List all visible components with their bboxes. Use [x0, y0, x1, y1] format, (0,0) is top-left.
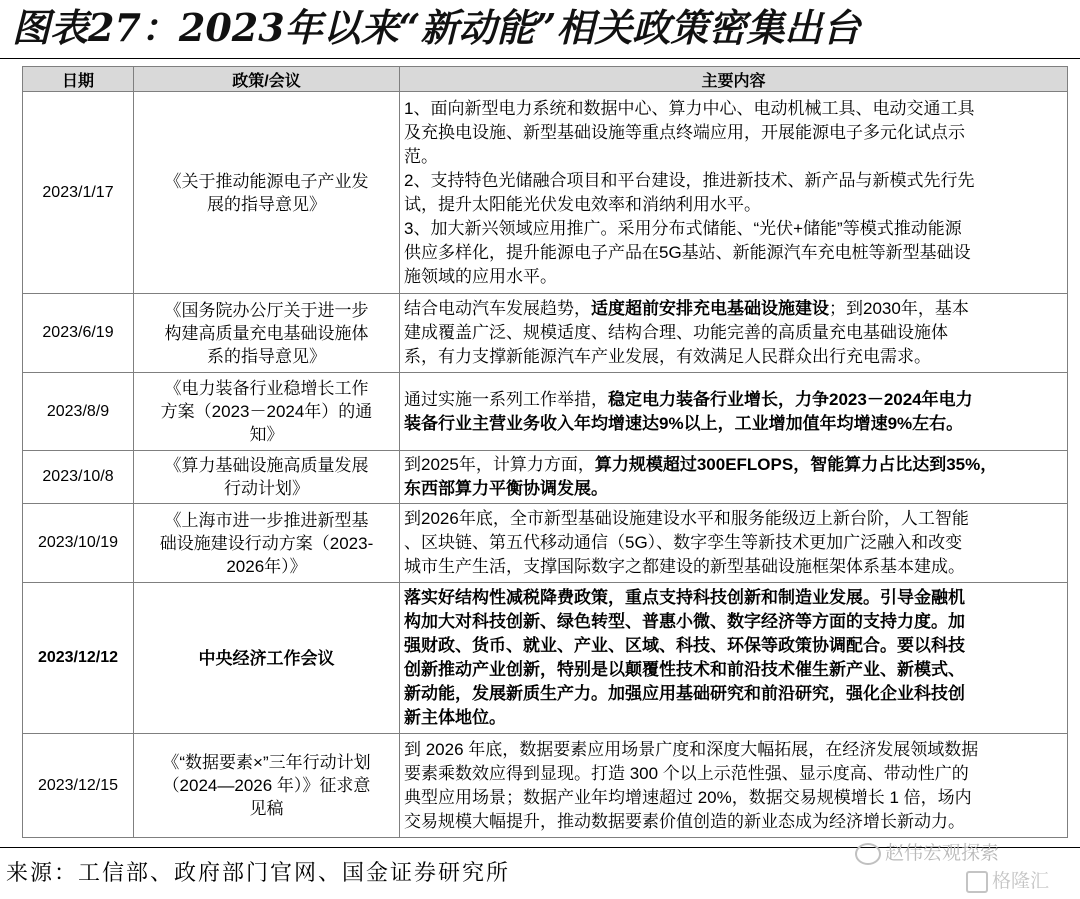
- table-row: [23, 373, 1068, 451]
- row-content: 结合电动汽车发展趋势，适度超前安排充电基础设施建设；到2030年，基本 建成覆盖广泛、规模适度、结构合理、功能完善的高质量充电基础设施体 系，有力支撑新能源汽车产业发展，有效满足人民群众出行充电需求。: [400, 294, 1068, 373]
- top-rule: [0, 58, 1080, 59]
- source-note: 来源：工信部、政府部门官网、国金证券研究所: [6, 861, 511, 886]
- row-date: 2023/10/8: [23, 451, 134, 504]
- row-content: 到2026年底，全市新型基础设施建设水平和服务能级迈上新台阶，人工智能 、区块链、第五代移动通信（5G）、数字孪生等新技术更加广泛融入和改变 城市生产生活，支撑国际数字之都建设的新型基础设施框架体系基本建成。: [400, 504, 1068, 583]
- row-date: 2023/1/17: [23, 92, 134, 294]
- table-row: [23, 734, 1068, 838]
- row-date: 2023/10/19: [23, 504, 134, 583]
- row-date: 2023/6/19: [23, 294, 134, 373]
- header-content: 主要内容: [400, 67, 1068, 92]
- table-row: [23, 92, 1068, 294]
- row-content: 到2025年，计算力方面，算力规模超过300EFLOPS，智能算力占比达到35%， 东西部算力平衡协调发展。: [400, 451, 1068, 504]
- row-content: 到 2026 年底，数据要素应用场景广度和深度大幅拓展，在经济发展领域数据 要素乘数效应得到显现。打造 300 个以上示范性强、显示度高、带动性广的 典型应用场景；数据产业年均增速超过 20%，数据交易规模增长 1 倍，场内 交易规模大幅提升，推动数据要素价值创造的新业态成为经济增长新动力。: [400, 734, 1068, 838]
- row-content: 落实好结构性减税降费政策，重点支持科技创新和制造业发展。引导金融机 构加大对科技创新、绿色转型、普惠小微、数字经济等方面的支持力度。加 强财政、货币、就业、产业、区域、科技、环保等政策协调配合。要以科技 创新推动产业创新，特别是以颠覆性技术和前沿技术催生新产业、新模式、 新动能，发展新质生产力。加强应用基础研究和前沿研究，强化企业科技创 新主体地位。: [400, 583, 1068, 734]
- table-row-highlight: [23, 583, 1068, 734]
- figure-title: 图表27：2023年以来“新动能”相关政策密集出台: [12, 5, 861, 50]
- row-policy: 《国务院办公厅关于进一步 构建高质量充电基础设施体 系的指导意见》: [134, 294, 400, 373]
- row-date: 2023/8/9: [23, 373, 134, 451]
- row-policy: 《关于推动能源电子产业发 展的指导意见》: [134, 92, 400, 294]
- wechat-icon: [855, 843, 881, 865]
- row-content: 1、面向新型电力系统和数据中心、算力中心、电动机械工具、电动交通工具 及充换电设施、新型基础设施等重点终端应用，开展能源电子多元化试点示 范。 2、支持特色光储融合项目和平台建设，推进新技术、新产品与新模式先行先 试，提升太阳能光伏发电效率和消纳利用水平。 3、加大新兴领域应用推广。采用分布式储能、“光伏+储能”等模式推动能源 供应多样化，提升能源电子产品在5G基站、新能源汽车充电桩等新型基础设 施领域的应用水平。: [400, 92, 1068, 294]
- row-content: 通过实施一系列工作举措，稳定电力装备行业增长，力争2023－2024年电力 装备行业主营业务收入年均增速达9%以上，工业增加值年均增速9%左右。: [400, 373, 1068, 451]
- watermark-text: 赵伟宏观探索: [885, 843, 1000, 864]
- header-date: 日期: [23, 67, 134, 92]
- logo: [966, 866, 1049, 893]
- row-policy: 中央经济工作会议: [134, 583, 400, 734]
- table-row: [23, 294, 1068, 373]
- row-date: 2023/12/12: [23, 583, 134, 734]
- table-header-row: [23, 67, 1068, 92]
- policy-table: [22, 66, 1068, 838]
- row-policy: 《“数据要素×”三年行动计划 （2024—2026 年）》征求意 见稿: [134, 734, 400, 838]
- logo-icon: [966, 871, 988, 893]
- table-row: [23, 504, 1068, 583]
- table-row: [23, 451, 1068, 504]
- logo-text: 格隆汇: [992, 871, 1050, 892]
- row-policy: 《上海市进一步推进新型基 础设施建设行动方案（2023- 2026年）》: [134, 504, 400, 583]
- watermark: [855, 838, 999, 865]
- row-policy: 《电力装备行业稳增长工作 方案（2023－2024年）的通 知》: [134, 373, 400, 451]
- row-policy: 《算力基础设施高质量发展 行动计划》: [134, 451, 400, 504]
- row-date: 2023/12/15: [23, 734, 134, 838]
- header-policy: 政策/会议: [134, 67, 400, 92]
